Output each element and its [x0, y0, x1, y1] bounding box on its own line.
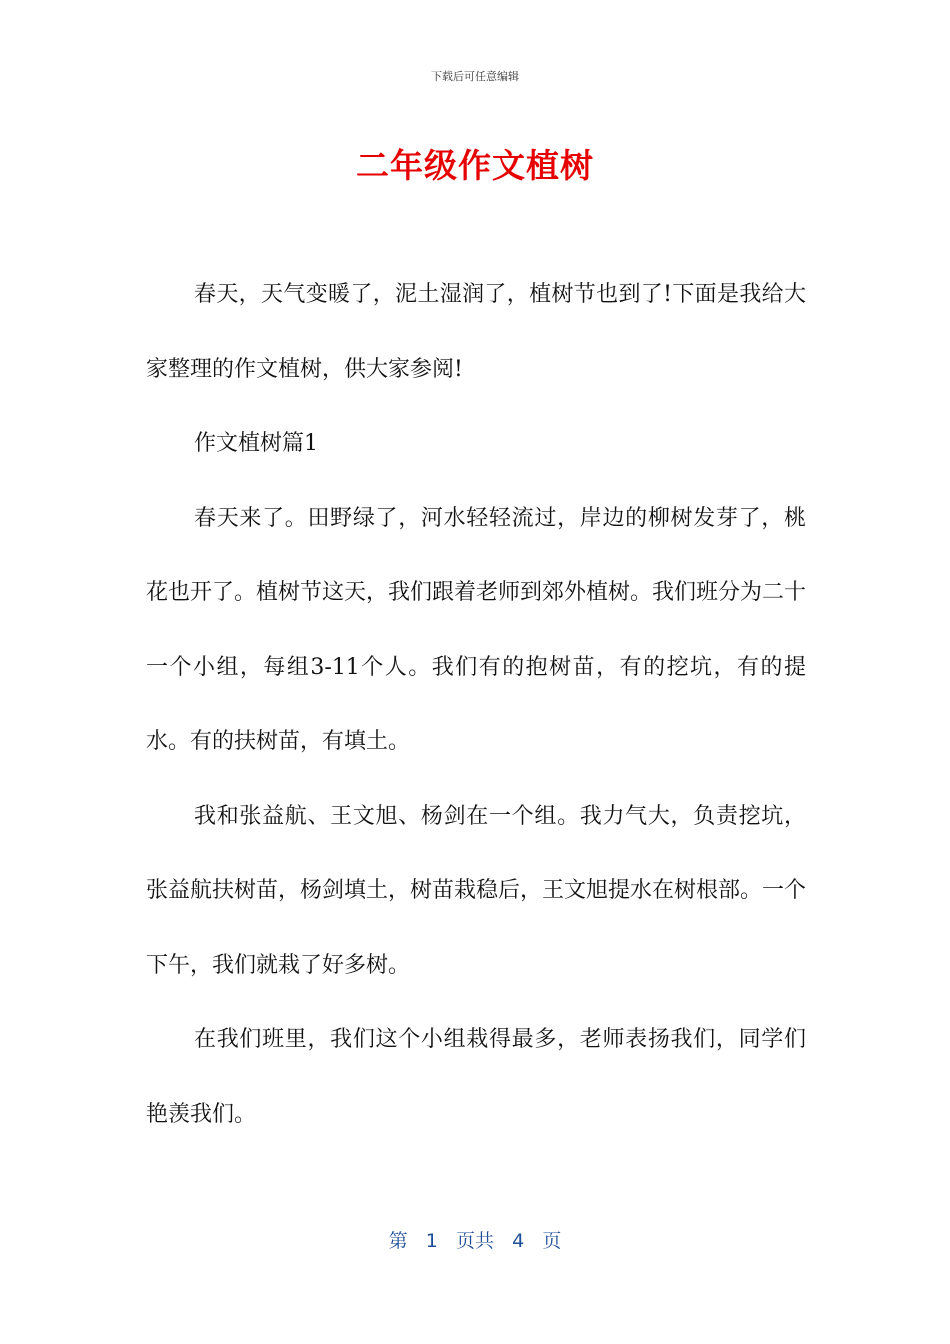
- page-label-suffix: 页: [542, 1230, 562, 1252]
- document-title: 二年级作文植树: [356, 146, 594, 185]
- document-body: [146, 258, 806, 1152]
- page-label-prefix: 第: [388, 1230, 408, 1252]
- body-paragraph: 我和张益航、王文旭、杨剑在一个组。我力气大，负责挖坑，张益航扶树苗，杨剑填土，树苗栽稳后，王文旭提水在树根部。一个下午，我们就栽了好多树。: [146, 803, 807, 978]
- total-pages-number: 4: [512, 1230, 525, 1252]
- page-label-mid: 页共: [455, 1230, 494, 1252]
- body-paragraph: 在我们班里，我们这个小组栽得最多，老师表扬我们，同学们艳羡我们。: [146, 1027, 806, 1127]
- intro-paragraph: 春天，天气变暖了，泥土湿润了，植树节也到了!下面是我给大家整理的作文植树，供大家参阅!: [146, 282, 806, 382]
- body-paragraph: 春天来了。田野绿了，河水轻轻流过，岸边的柳树发芽了，桃花也开了。植树节这天，我们跟着老师到郊外植树。我们班分为二十一个小组，每组3-11个人。我们有的抱树苗，有的挖坑，有的提水。有的扶树苗，有填土。: [146, 505, 807, 754]
- section-heading: 作文植树篇1: [194, 431, 318, 456]
- header-note: 下载后可任意编辑: [431, 70, 519, 83]
- page-number-footer: [0, 1226, 950, 1253]
- current-page-number: 1: [425, 1230, 438, 1252]
